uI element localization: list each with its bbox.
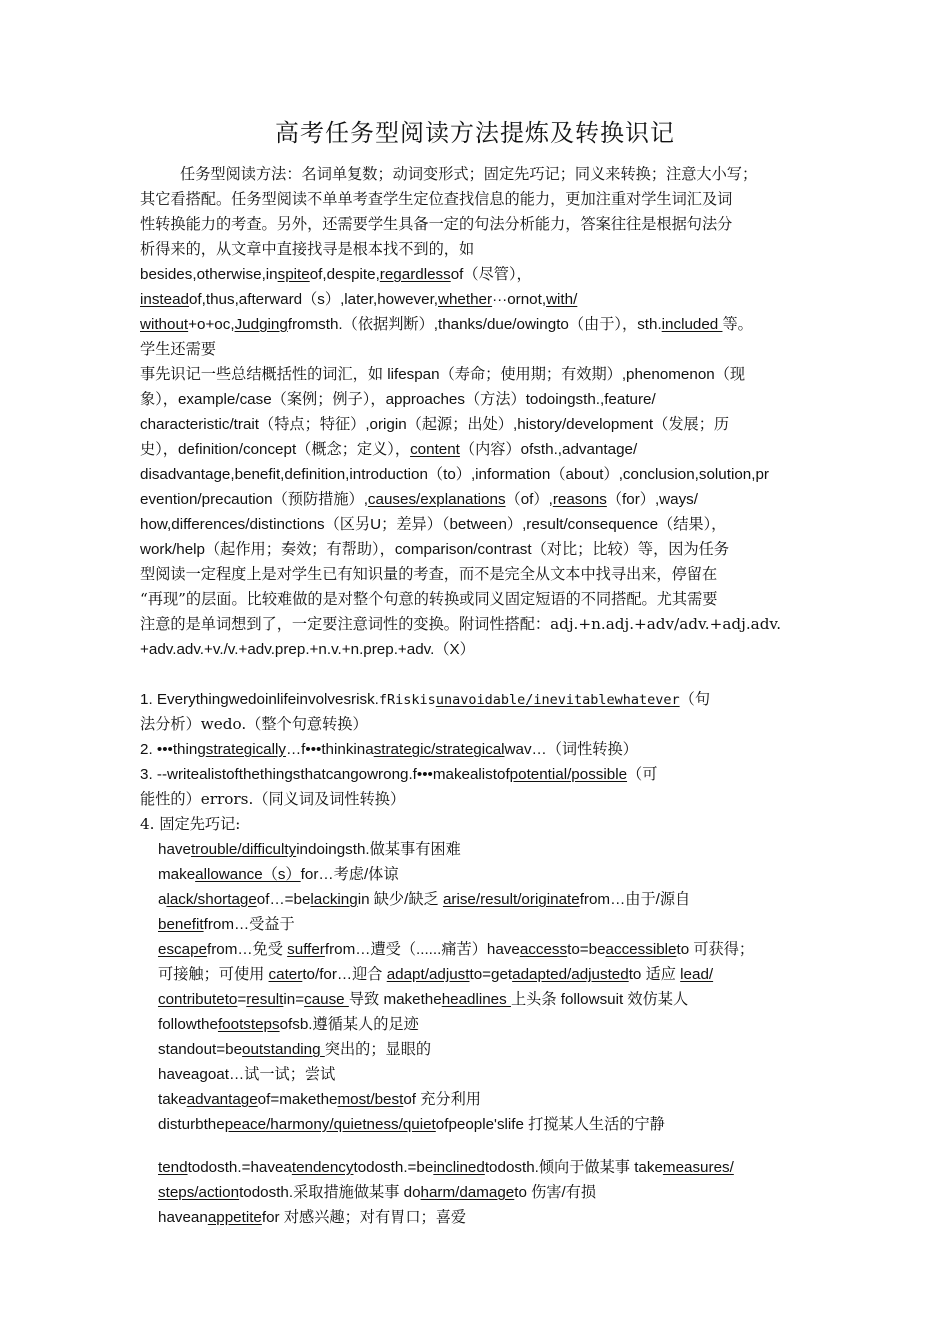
phrase-line: makeallowance（s）for…考虑/体谅 (158, 866, 399, 883)
fixed-phrases-continued (158, 1155, 848, 1230)
phrase-line: followthefootstepsofsb.遵循某人的足迹 (158, 1016, 419, 1033)
phrase-line: disturbthepeace/harmony/quietness/quietofpeople'slife 打搅某人生活的宁静 (158, 1116, 665, 1133)
phrase-line: 可接触；可使用 caterto/for…迎合 adapt/adjustto=getadapted/adjustedto 适应 lead/ (158, 966, 714, 983)
text-line: evention/precaution（预防措施）,causes/explanations（of）,reasons（for）,ways/ (140, 491, 698, 508)
phrase-line: contributeto=resultin=cause 导致 maketheheadlines 上头条 followsuit 效仿某人 (158, 991, 689, 1008)
phrase-line: tendtodosth.=haveatendencytodosth.=beinclinedtodosth.倾向于做某事 takemeasures/ (158, 1159, 734, 1176)
phrase-line: haveanappetitefor 对感兴趣；对有胃口；喜爱 (158, 1209, 467, 1226)
list-item: 能性的）errors.（同义词及词性转换） (140, 790, 406, 808)
list-item: 2. •••thingstrategically…f•••thinkinastrategic/strategicalwav…（词性转换） (140, 741, 638, 758)
text-line: 性转换能力的考查。另外，还需要学生具备一定的句法分析能力，答案往往是根据句法分 (140, 215, 733, 233)
text-line: +adv.adv.+v./v.+adv.prep.+n.v.+n.prep.+adv.（X） (140, 641, 475, 658)
text-line: besides,otherwise,inspiteof,despite,regardlessof（尽管）， (140, 266, 532, 283)
text-line: 学生还需要 (140, 340, 216, 358)
text-line: work/help（起作用；奏效；有帮助），comparison/contrast（对比；比较）等，因为任务 (140, 541, 730, 558)
intro-paragraph (140, 162, 820, 662)
phrase-line: escapefrom…免受 sufferfrom…遭受（......痛苦）haveaccessto=beaccessibleto 可获得； (158, 941, 755, 958)
phrase-line: steps/actiontodosth.采取措施做某事 doharm/damageto 伤害/有损 (158, 1184, 597, 1201)
list-item: 1. Everythingwedoinlifeinvolvesrisk.fRiskisunavoidable/inevitablewhatever（句 (140, 691, 711, 708)
text-line: “再现”的层面。比较难做的是对整个句意的转换或同义固定短语的不同搭配。尤其需要 (140, 590, 718, 608)
text-line: insteadof,thus,afterward（s）,later,however,whether···ornot,with/ (140, 291, 578, 308)
phrase-line: alack/shortageof…=belackingin 缺少/缺乏 arise/result/originatefrom…由于/源自 (158, 891, 691, 908)
text-line: 事先识记一些总结概括性的词汇，如 lifespan（寿命；使用期；有效期）,phenomenon（现 (140, 366, 746, 383)
phrase-line: havetrouble/difficultyindoingsth.做某事有困难 (158, 841, 461, 858)
text-line: 任务型阅读方法：名词单复数；动词变形式；固定先巧记；同义来转换；注意大小写； (180, 165, 758, 183)
text-line: without+o+oc,Judgingfromsth.（依据判断）,thanks/due/owingto（由于），sth.included 等。 (140, 316, 753, 333)
list-item: 3. --writealistofthethingsthatcangowrong.f•••makealistofpotential/possible（可 (140, 766, 658, 783)
fixed-phrases (140, 837, 830, 1137)
list-item: 法分析）wedo.（整个句意转换） (140, 715, 368, 733)
text-line: how,differences/distinctions（区另U；差异）（between）,result/consequence（结果）， (140, 516, 727, 533)
text-line: 象），example/case（案例；例子），approaches（方法）todoingsth.,feature/ (140, 391, 656, 408)
phrase-line: benefitfrom…受益于 (158, 916, 295, 933)
phrase-line: haveagoat…试一试；尝试 (158, 1066, 336, 1083)
numbered-section (140, 687, 830, 1137)
text-line: 注意的是单词想到了，一定要注意词性的变换。附词性搭配：adj.+n.adj.+adv/adv.+adj.adv. (140, 615, 782, 633)
list-item: 4. 固定先巧记: (140, 815, 241, 833)
phrase-line: standout=beoutstanding 突出的；显眼的 (158, 1041, 432, 1058)
page-title: 高考任务型阅读方法提炼及转换识记 (275, 119, 675, 147)
phrase-line: takeadvantageof=makethemost/bestof 充分利用 (158, 1091, 481, 1108)
text-line: 其它看搭配。任务型阅读不单单考查学生定位查找信息的能力，更加注重对学生词汇及词 (140, 190, 733, 208)
text-line: 析得来的，从文章中直接找寻是根本找不到的，如 (140, 240, 475, 258)
text-line: characteristic/trait（特点；特征）,origin（起源；出处）,history/development（发展；历 (140, 416, 730, 433)
text-line: 史），definition/concept（概念；定义），content（内容）ofsth.,advantage/ (140, 441, 638, 458)
text-line: disadvantage,benefit,definition,introduction（to）,information（about）,conclusion,solution,pr (140, 466, 769, 483)
text-line: 型阅读一定程度上是对学生已有知识量的考查，而不是完全从文本中找寻出来，停留在 (140, 565, 718, 583)
